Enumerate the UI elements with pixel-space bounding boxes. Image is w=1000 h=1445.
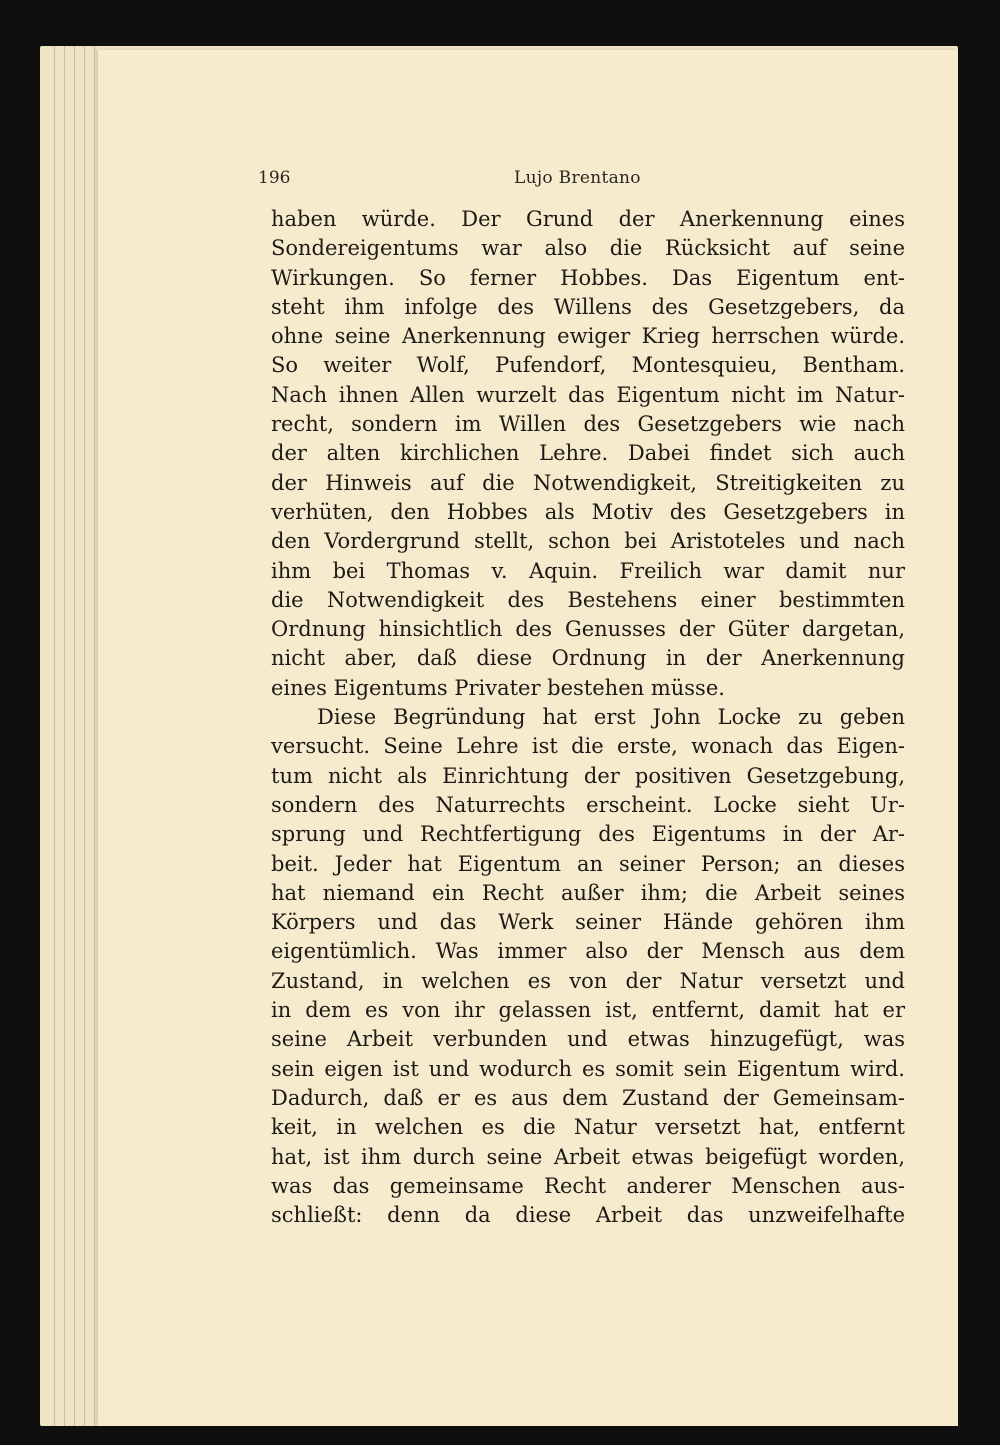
text-line: Dadurch, daß er es aus dem Zustand der Gemeinsam- (271, 1085, 905, 1110)
text-line: recht, sondern im Willen des Gesetzgebers wie nach (271, 412, 905, 437)
text-line: der Hinweis auf die Notwendigkeit, Streitigkeiten zu (271, 470, 905, 495)
text-line: die Notwendigkeit des Bestehens einer bestimmten (271, 587, 905, 612)
page-header (258, 168, 653, 192)
text-line: nicht aber, daß diese Ordnung in der Anerkennung (271, 646, 905, 671)
text-line: keit, in welchen es die Natur versetzt hat, entfernt (271, 1115, 905, 1140)
text-line: steht ihm infolge des Willens des Gesetzgebers, da (271, 294, 905, 319)
text-line: in dem es von ihr gelassen ist, entfernt, damit hat er (271, 998, 905, 1023)
text-line: Sondereigentums war also die Rücksicht auf seine (271, 236, 905, 261)
text-line: Ordnung hinsichtlich des Genusses der Güter dargetan, (271, 617, 905, 642)
text-line: Körpers und das Werk seiner Hände gehören ihm (271, 910, 905, 935)
text-line: ihm bei Thomas v. Aquin. Freilich war damit nur (271, 558, 905, 583)
text-line: So weiter Wolf, Pufendorf, Montesquieu, Bentham. (271, 353, 905, 378)
text-line: sondern des Naturrechts erscheint. Locke sieht Ur- (271, 792, 905, 817)
text-line: eigentümlich. Was immer also der Mensch aus dem (271, 939, 905, 964)
page-edge (64, 46, 65, 1426)
text-line: seine Arbeit verbunden und etwas hinzugefügt, was (271, 1027, 905, 1052)
page-edge (94, 46, 95, 1426)
text-line: den Vordergrund stellt, schon bei Aristoteles und nach (271, 529, 905, 554)
text-line: Nach ihnen Allen wurzelt das Eigentum nicht im Natur- (271, 382, 905, 407)
page-edge (54, 46, 55, 1426)
text-line: Wirkungen. So ferner Hobbes. Das Eigentum ent- (271, 265, 905, 290)
text-line: ohne seine Anerkennung ewiger Krieg herrschen würde. (271, 324, 905, 349)
text-line: der alten kirchlichen Lehre. Dabei findet sich auch (271, 441, 905, 466)
text-line: Zustand, in welchen es von der Natur versetzt und (271, 968, 905, 993)
page-number: 196 (258, 168, 291, 188)
text-line: was das gemeinsame Recht anderer Menschen aus- (271, 1173, 905, 1198)
page-edge (84, 46, 85, 1426)
page-edge (74, 46, 75, 1426)
text-line: tum nicht als Einrichtung der positiven Gesetzgebung, (271, 763, 905, 788)
text-line: beit. Jeder hat Eigentum an seiner Person; an dieses (271, 851, 905, 876)
running-head: Lujo Brentano (514, 168, 641, 188)
text-line: hat niemand ein Recht außer ihm; die Arbeit seines (271, 880, 905, 905)
text-line: hat, ist ihm durch seine Arbeit etwas beigefügt worden, (271, 1144, 905, 1169)
text-line: haben würde. Der Grund der Anerkennung eines (271, 207, 905, 231)
body-text (271, 205, 905, 1230)
text-line: sprung und Rechtfertigung des Eigentums in der Ar- (271, 822, 905, 847)
paragraph-end-line: eines Eigentums Privater bestehen müsse. (271, 675, 725, 700)
text-line: sein eigen ist und wodurch es somit sein Eigentum wird. (271, 1056, 905, 1081)
text-line: versucht. Seine Lehre ist die erste, wonach das Eigen- (271, 734, 905, 759)
text-line: schließt: denn da diese Arbeit das unzweifelhafte (271, 1203, 905, 1228)
text-line: verhüten, den Hobbes als Motiv des Gesetzgebers in (271, 499, 905, 524)
paragraph-start-line: Diese Begründung hat erst John Locke zu geben (317, 705, 905, 730)
